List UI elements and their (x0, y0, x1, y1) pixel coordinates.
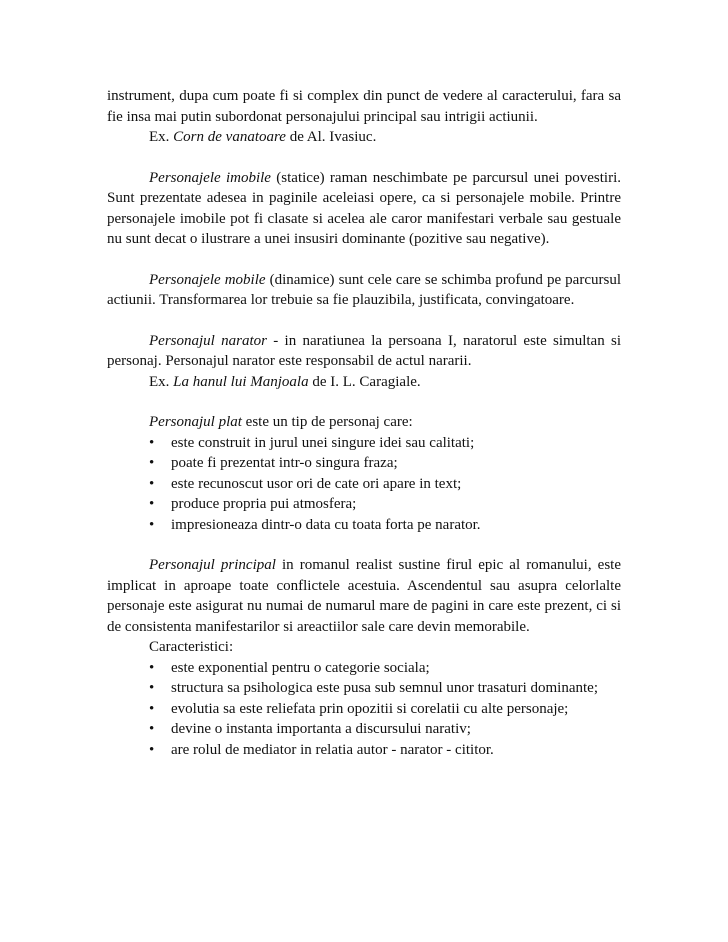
term-personaje-imobile: Personajele imobile (149, 169, 271, 186)
paragraph-text: (dinamice) sunt cele care se schimba profund pe parcursul actiunii. Transformarea lor trebuie sa fie plauzibila, justificata, convingatoare. (107, 271, 621, 308)
list-item-text: evolutia sa este reliefata prin opozitii si corelatii cu alte personaje; (171, 700, 569, 717)
bullet-icon: • (149, 659, 155, 676)
paragraph-personaje-imobile (107, 168, 621, 250)
list-item-text: devine o instanta importanta a discursului narativ; (171, 721, 471, 737)
list-item (149, 474, 621, 495)
list-item-text: este recunoscut usor ori de cate ori apare in text; (171, 475, 462, 492)
list-item (149, 678, 621, 699)
paragraph-personajul-principal (107, 555, 621, 637)
term-personaje-mobile: Personajele mobile (149, 271, 266, 288)
example-author: de I. L. Caragiale. (308, 373, 421, 390)
bullet-icon: • (149, 721, 155, 737)
term-personajul-principal: Personajul principal (149, 557, 276, 573)
list-item-text: structura sa psihologica este pusa sub semnul unor trasaturi dominante; (171, 680, 598, 696)
paragraph-gap (107, 535, 621, 555)
example-prefix: Ex. (149, 129, 174, 145)
list-item-text: este construit in jurul unei singure idei sau calitati; (171, 434, 475, 451)
bullet-icon: • (149, 680, 155, 696)
paragraph-text: in romanul realist sustine firul epic al romanului, este implicat in aproape toate conflictele acestuia. Ascendentul sau asupra celorlalte personaje este asigurat nu numai de numarul mare de pagini in care este prezent, ci si de consistenta manifestarilor si areactiilor sale care devin memorabile. (107, 557, 621, 635)
list-item-text: produce propria pui atmosfera; (171, 496, 357, 512)
bullet-list-personajul-plat (107, 433, 621, 536)
term-personajul-narator: Personajul narator (149, 332, 267, 349)
example-line (107, 127, 621, 148)
list-item (149, 453, 621, 474)
paragraph-gap (107, 148, 621, 168)
page-body (107, 86, 621, 760)
example-prefix: Ex. (149, 373, 174, 390)
list-item-text: poate fi prezentat intr-o singura fraza; (171, 455, 398, 471)
paragraph-text: - in naratiunea la persoana I, naratorul este simultan si personaj. Personajul narator este responsabil de actul nararii. (107, 332, 621, 369)
list-item (149, 740, 621, 761)
list-item (149, 699, 621, 720)
caracteristici-heading: Caracteristici: (149, 639, 234, 655)
paragraph-text: instrument, dupa cum poate fi si complex din punct de vedere al caracterului, fara sa fie insa mai putin subordonat personajului principal sau intrigii actiunii. (107, 88, 621, 125)
list-item-text: impresioneaza dintr-o data cu toata forta pe narator. (171, 516, 481, 533)
example-line (107, 372, 621, 393)
paragraph-continuation (107, 86, 621, 127)
bullet-icon: • (149, 741, 155, 758)
bullet-icon: • (149, 434, 155, 451)
list-item-text: este exponential pentru o categorie sociala; (171, 659, 430, 676)
example-author: de Al. Ivasiuc. (285, 129, 377, 145)
bullet-icon: • (149, 496, 155, 512)
paragraph-personajul-narator (107, 331, 621, 372)
paragraph-text: este un tip de personaj care: (241, 414, 413, 430)
bullet-icon: • (149, 475, 155, 492)
list-item (149, 719, 621, 740)
list-item (149, 658, 621, 679)
list-item-text: are rolul de mediator in relatia autor - narator - cititor. (171, 741, 494, 758)
list-item (149, 433, 621, 454)
paragraph-text: (statice) raman neschimbate pe parcursul unei povestiri. Sunt prezentate adesea in paginile aceleiasi opere, ca si personajele mobile. Printre personajele imobile pot fi clasate si acelea ale caror manifestari verbale sau gestuale nu sunt decat o ilustrare a unei insusiri dominante (pozitive sau negative). (107, 169, 621, 247)
list-item (149, 494, 621, 515)
list-item (149, 515, 621, 536)
bullet-icon: • (149, 700, 155, 717)
paragraph-gap (107, 392, 621, 412)
paragraph-personaje-mobile (107, 270, 621, 311)
bullet-icon: • (149, 516, 155, 533)
bullet-icon: • (149, 455, 155, 471)
paragraph-gap (107, 311, 621, 331)
bullet-list-personajul-principal (107, 658, 621, 761)
paragraph-personajul-plat (107, 412, 621, 433)
example-title: La hanul lui Manjoala (173, 373, 309, 390)
example-title: Corn de vanatoare (173, 129, 286, 145)
paragraph-gap (107, 250, 621, 270)
term-personajul-plat: Personajul plat (149, 414, 242, 430)
